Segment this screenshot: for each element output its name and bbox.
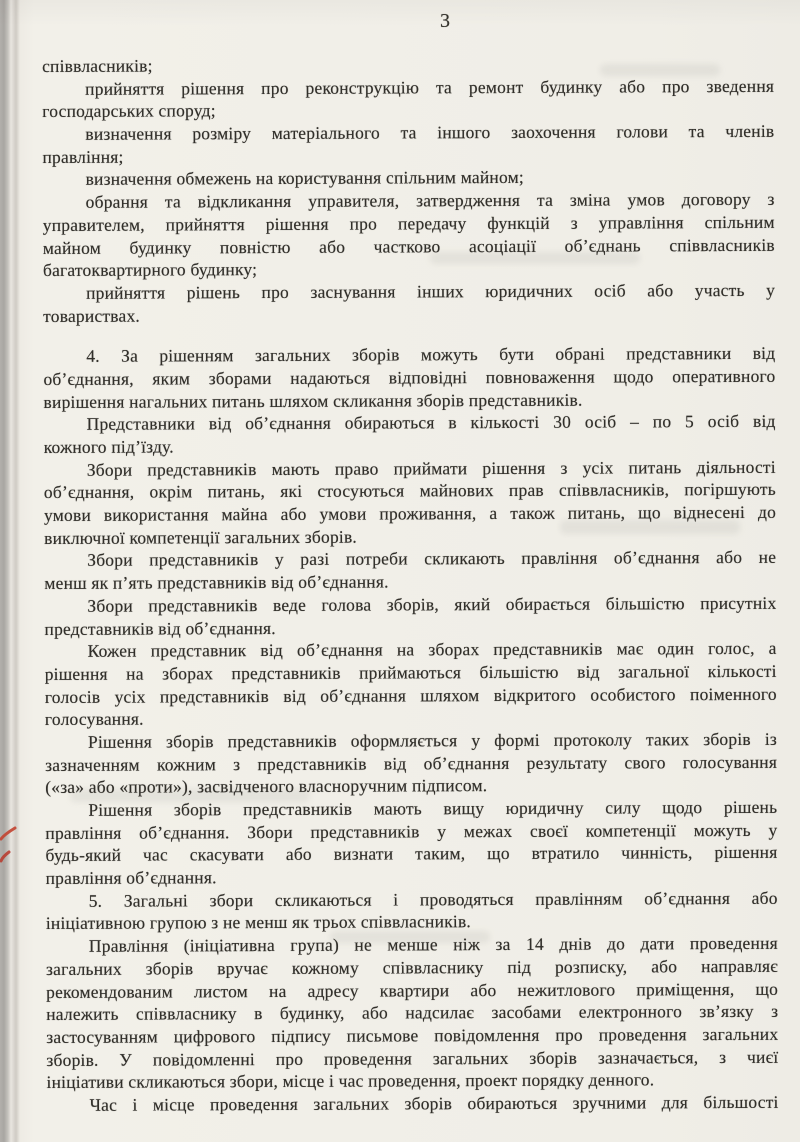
- red-pen-mark-icon: [0, 818, 22, 878]
- text-line: представників від об’єднання.: [44, 617, 276, 639]
- text-line: ініціативи скликаються збори, місце і час проведення, проект порядку денного.: [46, 1069, 655, 1093]
- text-line: рекомендованим листом на адресу квартири або нежитлового приміщення, що: [46, 978, 779, 1002]
- text-line: господарських споруд;: [42, 100, 216, 122]
- text-line: застосуванням цифрового підпису письмове повідомлення про проведення загальних: [46, 1023, 779, 1047]
- text-line: визначення розміру матеріального та іншого заохочення голови та членів: [85, 120, 775, 144]
- text-line: Рішення зборів представників мають вищу юридичну силу щодо рішень: [88, 796, 778, 820]
- text-line: прийняття рішення про реконструкцію та ремонт будинку або про зведення: [85, 75, 775, 99]
- text-line: об’єднання, окрім питань, які стосуються майнових прав співвласників, погіршують: [43, 479, 776, 503]
- text-line: 4. За рішенням загальних зборів можуть бути обрані представники від: [86, 343, 776, 367]
- text-line: Кожен представник від об’єднання на зборах представників має один голос, а: [87, 637, 777, 661]
- page-number: 3: [440, 10, 450, 32]
- text-line: зазначенням кожним з представників від об’єднання результату свого голосування: [45, 751, 778, 775]
- text-line: ініціативною групою з не менш як трьох співвласників.: [45, 911, 472, 934]
- text-line: загальних зборів вручає кожному співвласнику під розписку, або направляє: [45, 955, 779, 979]
- text-line: голосів усіх представників від об’єднання шляхом відкритого особистого поіменного: [44, 683, 777, 707]
- text-line: багатоквартирного будинку;: [42, 259, 258, 281]
- text-line: виключної компетенції загальних зборів.: [44, 526, 358, 548]
- text-line: обрання та відкликання управителя, затвердження та зміна умов договору з: [85, 188, 775, 212]
- text-line: правління;: [42, 146, 124, 167]
- text-line: Збори представників у разі потреби скликають правління об’єднання або не: [87, 547, 777, 571]
- text-line: співвласників;: [42, 55, 153, 76]
- document-body: [42, 52, 779, 1117]
- text-line: умови використання майна або умови проживання, а також питань, що віднесені до: [43, 501, 777, 526]
- text-line: товариствах.: [43, 305, 141, 326]
- text-line: Збори представників мають право приймати рішення з усіх питань діяльності: [86, 456, 776, 480]
- text-line: визначення обмежень на користування спільним майном;: [85, 167, 524, 190]
- text-line: правління об’єднання. Збори представників у межах своєї компетенції можуть у: [45, 819, 778, 843]
- text-line: Час і місце проведення загальних зборів обираються зручними для більшості: [89, 1091, 779, 1115]
- text-line: 5. Загальні збори скликаються і проводяться правлінням об’єднання або: [88, 887, 778, 911]
- text-line: Збори представників веде голова зборів, який обирається більшістю присутніх: [87, 592, 777, 616]
- text-line: зборів. У повідомленні про проведення загальних зборів зазначається, з чиєї: [46, 1046, 779, 1070]
- text-line: голосування.: [44, 708, 144, 730]
- text-line: прийняття рішень про заснування інших юридичних осіб або участь у: [85, 279, 776, 303]
- text-line: належить співвласнику в будинку, або надсилає засобами електронного зв’язку з: [46, 1000, 779, 1025]
- text-line: Рішення зборів представників оформляється у формі протоколу таких зборів із: [87, 728, 778, 752]
- text-line: управителем, прийняття рішення про передачу функцій з управління спільним: [42, 211, 775, 235]
- text-line: рішення на зборах представників приймаються більшістю від загальної кількості: [44, 660, 777, 684]
- text-line: кожного під’їзду.: [43, 436, 174, 457]
- text-line: майном будинку повністю або частково асоціації об’єднань співвласників: [42, 234, 775, 258]
- text-line: Правління (ініціативна група) не менше ніж за 14 днів до дати проведення: [88, 932, 778, 956]
- text-line: Представники від об’єднання обираються в кількості 30 осіб – по 5 осіб від: [86, 411, 776, 435]
- text-line: («за» або «проти»), засвідченого власноручним підписом.: [45, 775, 488, 798]
- text-line: вирішення нагальних питань шляхом скликання зборів представників.: [43, 389, 583, 412]
- text-line: менш як п’ять представників від об’єднання.: [44, 571, 389, 594]
- text-line: будь-який час скасувати або визнати таким, що втратило чинність, рішення: [45, 842, 778, 866]
- text-line: об’єднання, яким зборами надаються відповідні повноваження щодо оперативного: [43, 365, 776, 389]
- text-line: правління об’єднання.: [45, 867, 217, 889]
